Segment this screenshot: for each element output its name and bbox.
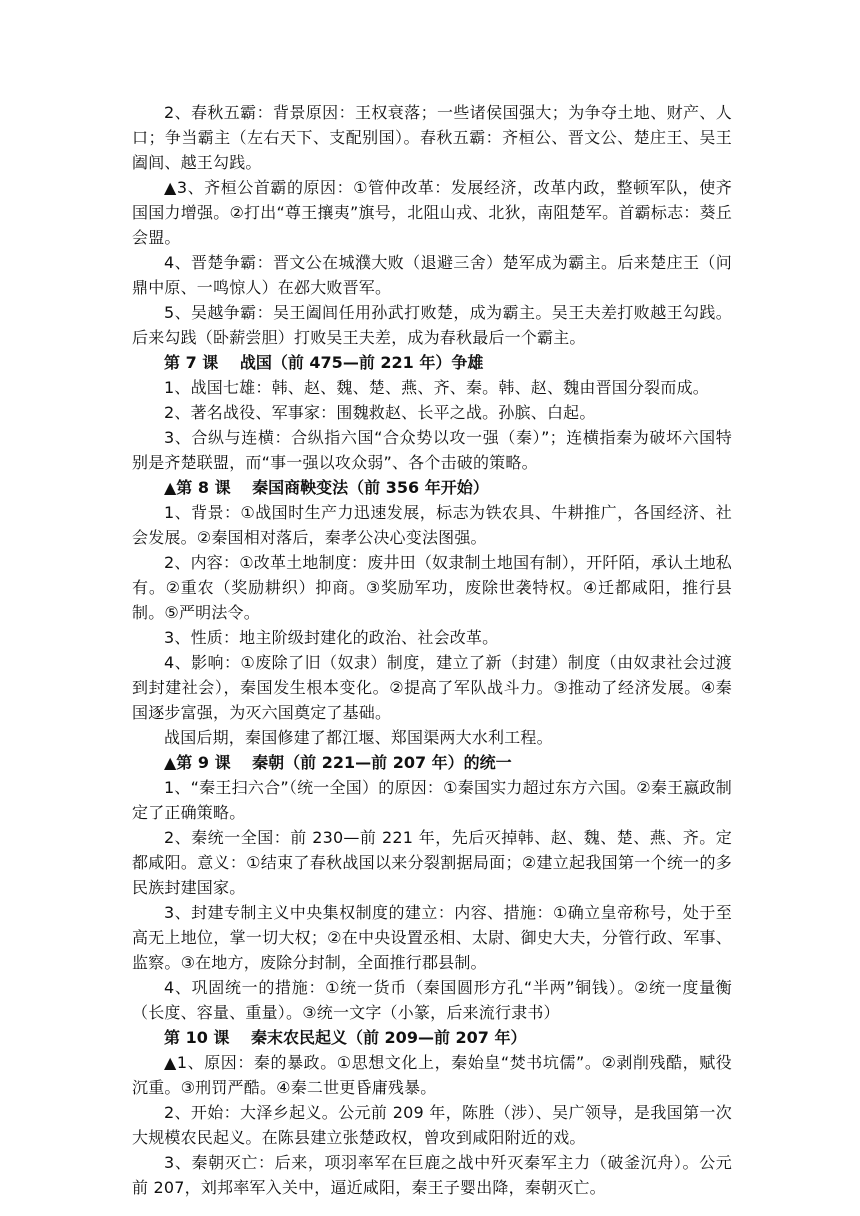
paragraph-reform-nature: 3、性质：地主阶级封建化的政治、社会改革。 (164, 628, 499, 647)
paragraph-unification-reasons: 1、“秦王扫六合”（统一全国）的原因：①秦国实力超过东方六国。②秦王嬴政制定了正确策略。 (132, 778, 732, 822)
paragraph-seven-states: 1、战国七雄：韩、赵、魏、楚、燕、齐、秦。韩、赵、魏由晋国分裂而成。 (164, 378, 709, 397)
paragraph-wu-yue: 5、吴越争霸：吴王阖闾任用孙武打败楚，成为霸主。吴王夫差打败越王勾践。后来勾践（卧薪尝胆）打败吴王夫差，成为春秋最后一个霸主。 (132, 303, 732, 347)
paragraph-uprising-start: 2、开始：大泽乡起义。公元前 209 年，陈胜（涉）、吴广领导，是我国第一次大规模农民起义。在陈县建立张楚政权，曾攻到咸阳附近的戏。 (132, 1103, 732, 1147)
lesson-9-heading: ▲第 9 课 秦朝（前 221—前 207 年）的统一 (164, 753, 512, 772)
paragraph-spring-autumn-hegemons: 2、春秋五霸：背景原因：王权衰落；一些诸侯国强大；为争夺土地、财产、人口；争当霸主（左右天下、支配别国）。春秋五霸：齐桓公、晋文公、楚庄王、吴王阖闾、越王勾践。 (132, 103, 732, 172)
paragraph-battles: 2、著名战役、军事家：围魏救赵、长平之战。孙膑、白起。 (164, 403, 596, 422)
lesson-7-heading: 第 7 课 战国（前 475—前 221 年）争雄 (164, 353, 484, 372)
paragraph-consolidation: 4、巩固统一的措施：①统一货币（秦国圆形方孔“半两”铜钱）。②统一度量衡（长度、容量、重量）。③统一文字（小篆，后来流行隶书） (132, 978, 732, 1022)
lesson-8-heading: ▲第 8 课 秦国商鞅变法（前 356 年开始） (164, 478, 489, 497)
paragraph-qin-fall: 3、秦朝灭亡：后来，项羽率军在巨鹿之战中歼灭秦军主力（破釜沉舟）。公元前 207，刘邦率军入关中，逼近咸阳，秦王子婴出降，秦朝灭亡。 (132, 1153, 732, 1197)
paragraph-uprising-causes: ▲1、原因：秦的暴政。①思想文化上，秦始皇“焚书坑儒”。②剥削残酷，赋役沉重。③刑罚严酷。④秦二世更昏庸残暴。 (132, 1053, 732, 1097)
paragraph-unification: 2、秦统一全国：前 230—前 221 年，先后灭掉韩、赵、魏、楚、燕、齐。定都咸阳。意义：①结束了春秋战国以来分裂割据局面；②建立起我国第一个统一的多民族封建国家。 (132, 828, 732, 897)
paragraph-qi-huangong: ▲3、齐桓公首霸的原因：①管仲改革：发展经济，改革内政，整顿军队，使齐国国力增强。②打出“尊王攘夷”旗号，北阻山戎、北狄，南阻楚军。首霸标志：葵丘会盟。 (132, 178, 732, 247)
lesson-10-heading: 第 10 课 秦末农民起义（前 209—前 207 年） (164, 1028, 527, 1047)
paragraph-reform-content: 2、内容：①改革土地制度：废井田（奴隶制土地国有制），开阡陌，承认土地私有。②重农（奖励耕织）抑商。③奖励军功，废除世袭特权。④迁都咸阳，推行县制。⑤严明法令。 (132, 553, 732, 622)
paragraph-hezong-lianheng: 3、合纵与连横：合纵指六国“合众势以攻一强（秦）”；连横指秦为破坏六国特别是齐楚联盟，而“事一强以攻众弱”、各个击破的策略。 (132, 428, 732, 472)
paragraph-reform-impact: 4、影响：①废除了旧（奴隶）制度，建立了新（封建）制度（由奴隶社会过渡到封建社会），秦国发生根本变化。②提高了军队战斗力。③推动了经济发展。④秦国逐步富强，为灭六国奠定了基础。 (132, 653, 732, 722)
paragraph-water-projects: 战国后期，秦国修建了都江堰、郑国渠两大水利工程。 (164, 728, 553, 747)
paragraph-jin-chu: 4、晋楚争霸：晋文公在城濮大败（退避三舍）楚军成为霸主。后来楚庄王（问鼎中原、一鸣惊人）在邲大败晋军。 (132, 253, 732, 297)
paragraph-centralization: 3、封建专制主义中央集权制度的建立：内容、措施：①确立皇帝称号，处于至高无上地位，掌一切大权；②在中央设置丞相、太尉、御史大夫，分管行政、军事、监察。③在地方，废除分封制，全面推行郡县制。 (132, 903, 732, 972)
paragraph-reform-background: 1、背景：①战国时生产力迅速发展，标志为铁农具、牛耕推广，各国经济、社会发展。②秦国相对落后，秦孝公决心变法图强。 (132, 503, 732, 547)
